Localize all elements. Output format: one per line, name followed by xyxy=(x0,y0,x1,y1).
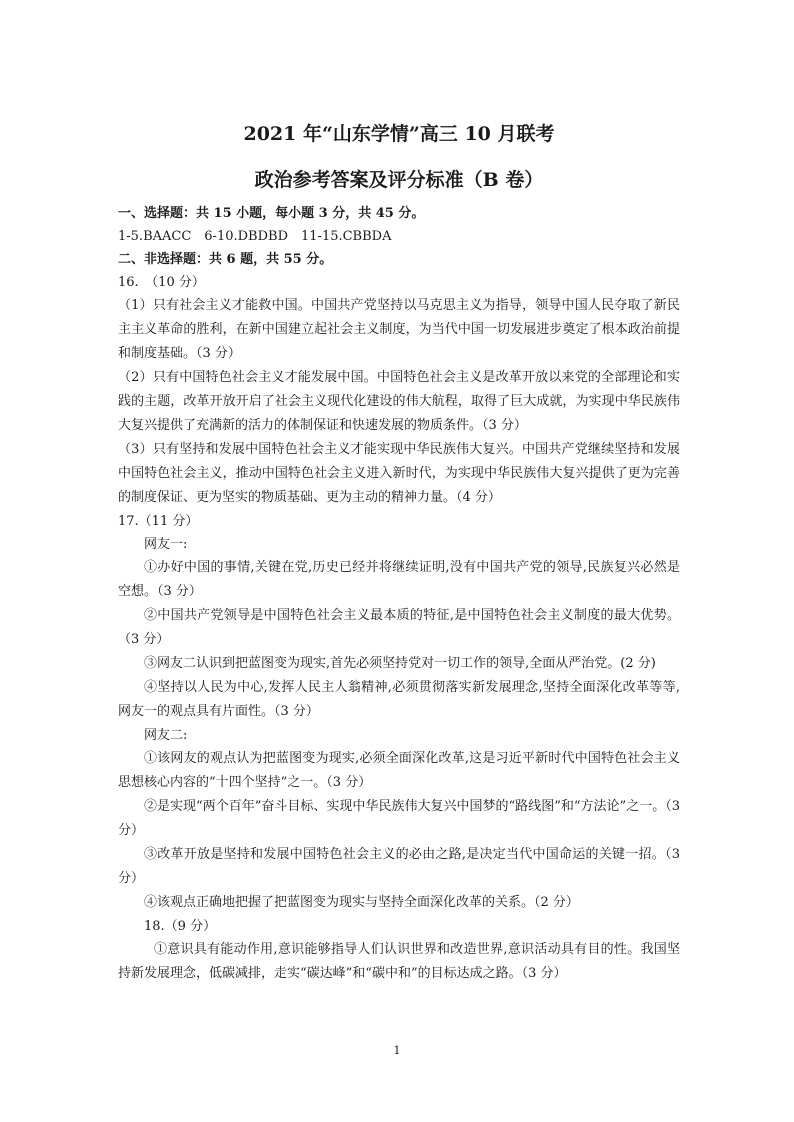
q16-part3: （3）只有坚持和发展中国特色社会主义才能实现中华民族伟大复兴。中国共产党继续坚持和发展中国特色社会主义，推动中国特色社会主义进入新时代，为实现中华民族伟大复兴提供了更为完善的制度保证、更为坚实的物质基础、更为主动的精神力量。（4 分） xyxy=(118,442,680,505)
q17-friend2-label: 网友二: xyxy=(144,728,188,743)
q17-friend1-point3: ③网友二认识到把蓝图变为现实,首先必须坚持党对一切工作的领导,全面从严治党。(2 分) xyxy=(144,656,656,671)
q17-friend1-point4: ④坚持以人民为中心,发挥人民主人翁精神,必须贯彻落实新发展理念,坚持全面深化改革等等,网友一的观点具有片面性。（3 分） xyxy=(118,680,680,719)
multiple-choice-answers: 1-5.BAACC 6-10.DBDBD 11-15.CBBDA xyxy=(118,229,392,244)
exam-subtitle: 政治参考答案及评分标准（B 卷） xyxy=(254,169,544,191)
q17-friend2-point1: ①该网友的观点认为把蓝图变为现实,必须全面深化改革,这是习近平新时代中国特色社会主义思想核心内容的“十四个坚持”之一。（3 分） xyxy=(118,751,680,790)
q16-part1: （1）只有社会主义才能救中国。中国共产党坚持以马克思主义为指导，领导中国人民夺取了新民主主义革命的胜利，在新中国建立起社会主义制度，为当代中国一切发展进步奠定了根本政治前提和制度基础。（3 分） xyxy=(118,298,680,361)
q17-friend1-point2: ②中国共产党领导是中国特色社会主义最本质的特征,是中国特色社会主义制度的最大优势。（3 分） xyxy=(118,608,680,647)
q18-header: 18.（9 分） xyxy=(144,919,217,934)
q17-friend1-point1: ①办好中国的事情,关键在党,历史已经并将继续证明,没有中国共产党的领导,民族复兴必然是空想。（3 分） xyxy=(118,560,680,599)
exam-title: 2021 年“山东学情”高三 10 月联考 xyxy=(243,123,555,145)
q17-friend2-point2: ②是实现“两个百年”奋斗目标、实现中华民族伟大复兴中国梦的“路线图”和“方法论”之一。（3 分） xyxy=(118,799,680,838)
q16-part2: （2）只有中国特色社会主义才能发展中国。中国特色社会主义是改革开放以来党的全部理论和实践的主题，改革开放开启了社会主义现代化建设的伟大航程，取得了巨大成就，为实现中华民族伟大复兴提供了充满新的活力的体制保证和快速发展的物质条件。（3 分） xyxy=(118,370,680,433)
q16-header: 16. （10 分） xyxy=(118,275,205,290)
page-number: 1 xyxy=(393,1044,401,1057)
q17-friend2-point4: ④该观点正确地把握了把蓝图变为现实与坚持全面深化改革的关系。（2 分） xyxy=(144,895,579,910)
q17-friend2-point3: ③改革开放是坚持和发展中国特色社会主义的必由之路,是决定当代中国命运的关键一招。（3 分） xyxy=(118,847,680,886)
q17-friend1-label: 网友一: xyxy=(144,537,188,552)
answer-sheet-page xyxy=(118,122,680,986)
section1-header: 一、选择题：共 15 小题，每小题 3 分，共 45 分。 xyxy=(118,206,425,221)
section2-header: 二、非选择题：共 6 题，共 55 分。 xyxy=(118,252,333,267)
q17-header: 17.（11 分） xyxy=(118,514,199,529)
q18-point1: ①意识具有能动作用,意识能够指导人们认识世界和改造世界,意识活动具有目的性。我国坚持新发展理念，低碳减排，走实“碳达峰”和“碳中和”的目标达成之路。（3 分） xyxy=(118,942,680,981)
